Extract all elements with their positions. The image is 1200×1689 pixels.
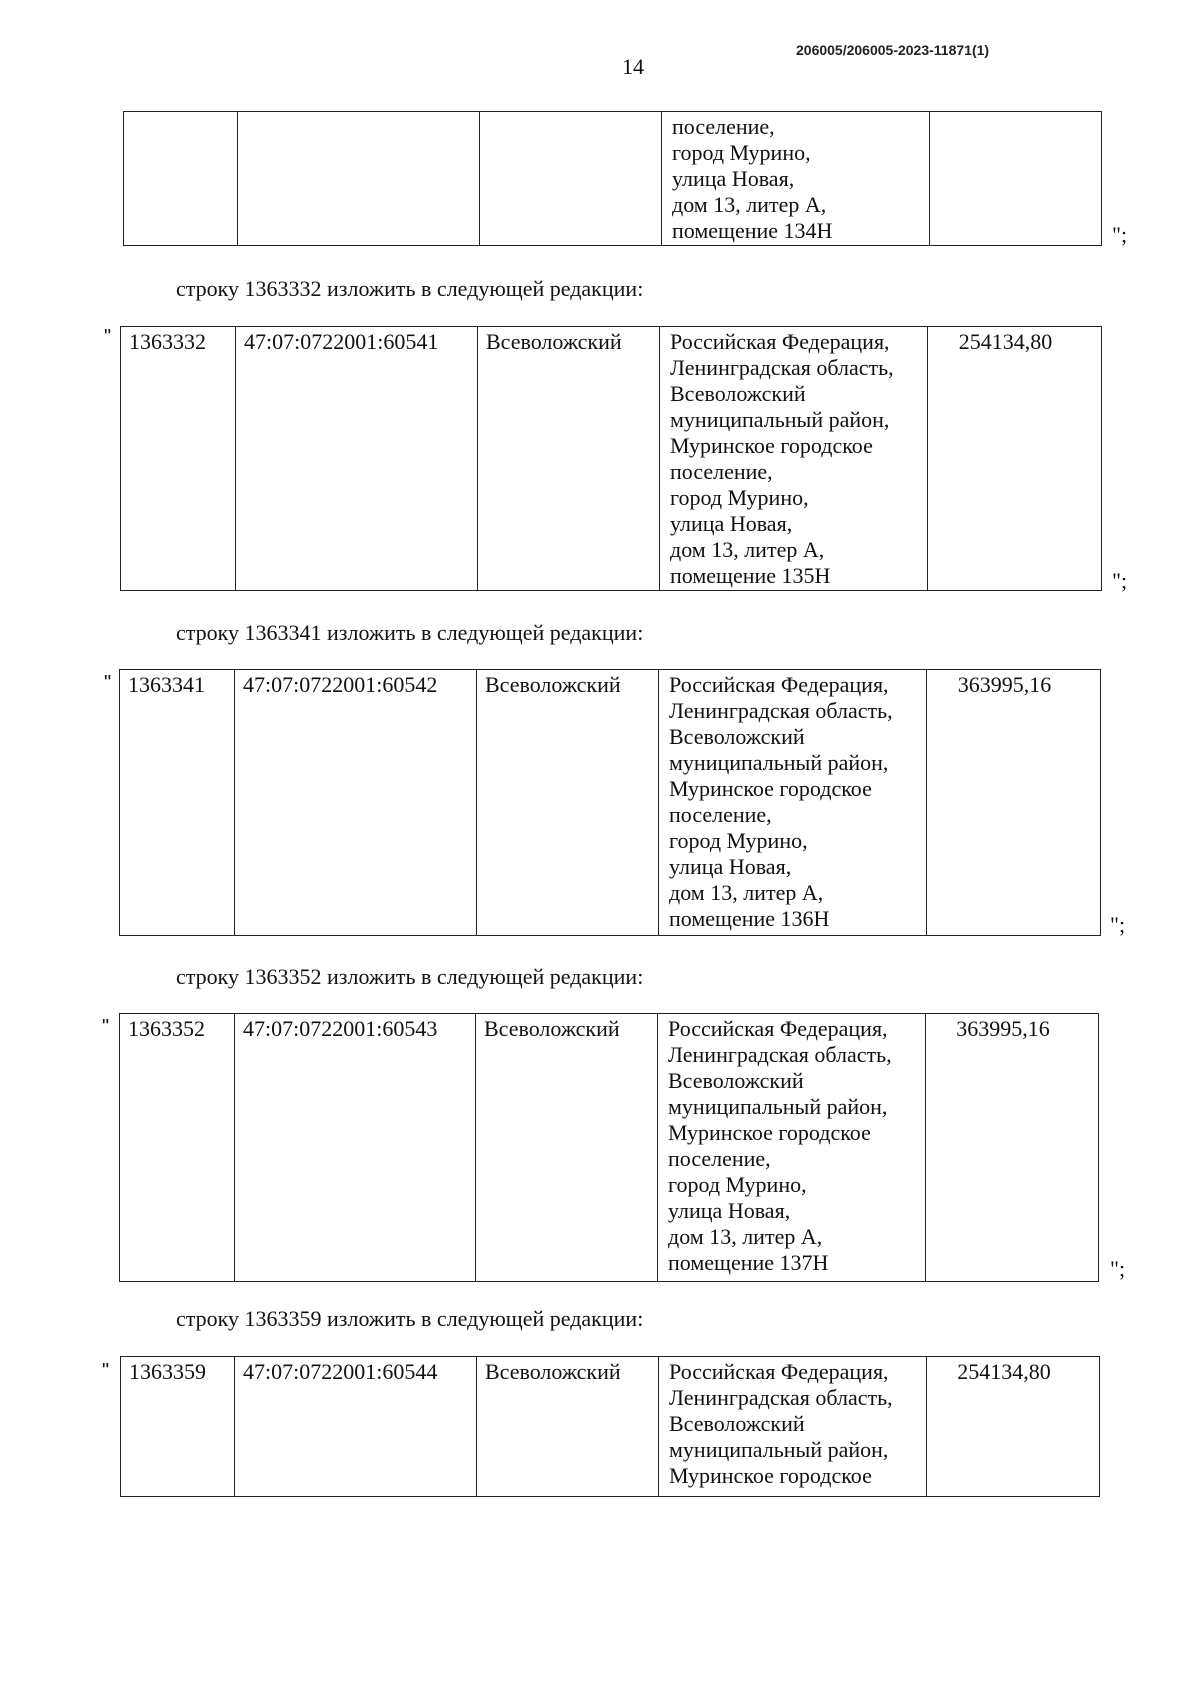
- opening-quote: ": [102, 1360, 110, 1382]
- cadastral-cell: 47:07:0722001:60543: [235, 1014, 476, 1282]
- address-line: поселение,: [669, 802, 772, 827]
- address-line: город Мурино,: [668, 1172, 807, 1197]
- district-cell: [480, 112, 662, 246]
- address-line: помещение 137Н: [668, 1250, 829, 1275]
- address-line: муниципальный район,: [668, 1094, 888, 1119]
- address-line: помещение 134Н: [672, 218, 833, 243]
- address-line: город Мурино,: [670, 485, 809, 510]
- address-line: Российская Федерация,: [669, 1359, 889, 1384]
- address-cell: [658, 1014, 926, 1282]
- address-line: город Мурино,: [669, 828, 808, 853]
- address-line: улица Новая,: [672, 166, 795, 191]
- value-cell: 363995,16: [927, 670, 1101, 936]
- address-line: улица Новая,: [670, 511, 793, 536]
- address-line: город Мурино,: [672, 140, 811, 165]
- address-line: помещение 135Н: [670, 563, 831, 588]
- cadastral-cell: 47:07:0722001:60544: [235, 1357, 477, 1497]
- address-line: помещение 136Н: [669, 906, 830, 931]
- instruction-text: строку 1363341 изложить в следующей редакции:: [176, 620, 644, 645]
- address-line: Муринское городское: [670, 433, 873, 458]
- address-line: муниципальный район,: [669, 1437, 889, 1462]
- address-line: поселение,: [668, 1146, 771, 1171]
- opening-quote: ": [104, 326, 112, 348]
- number-cell: [124, 112, 238, 246]
- address-line: Российская Федерация,: [669, 672, 889, 697]
- address-line: Муринское городское: [669, 1463, 872, 1488]
- cadastral-cell: 47:07:0722001:60541: [236, 327, 478, 591]
- table-row: [120, 1014, 1099, 1282]
- address-cell: [662, 112, 930, 246]
- page-number: 14: [622, 54, 644, 79]
- address-line: поселение,: [672, 114, 775, 139]
- closing-quote: ";: [1110, 912, 1126, 937]
- address-line: дом 13, литер А,: [672, 192, 827, 217]
- address-line: Всеволожский: [669, 724, 805, 749]
- value-cell: 363995,16: [926, 1014, 1099, 1282]
- table-row: [121, 1357, 1100, 1497]
- address-line: дом 13, литер А,: [669, 880, 824, 905]
- address-line: Ленинградская область,: [670, 355, 894, 380]
- district-cell: Всеволожский: [477, 670, 659, 936]
- address-line: дом 13, литер А,: [668, 1224, 823, 1249]
- address-line: муниципальный район,: [670, 407, 890, 432]
- address-line: дом 13, литер А,: [670, 537, 825, 562]
- district-cell: Всеволожский: [477, 1357, 659, 1497]
- cadastral-cell: 47:07:0722001:60542: [235, 670, 477, 936]
- table-row: [120, 670, 1101, 936]
- entry-table: [119, 669, 1101, 936]
- address-cell: [659, 670, 927, 936]
- address-line: муниципальный район,: [669, 750, 889, 775]
- cadastral-cell: [238, 112, 480, 246]
- address-cell: [660, 327, 928, 591]
- entry-table: [120, 1356, 1100, 1497]
- address-line: поселение,: [670, 459, 773, 484]
- value-cell: 254134,80: [928, 327, 1102, 591]
- address-line: улица Новая,: [668, 1198, 791, 1223]
- value-cell: 254134,80: [927, 1357, 1100, 1497]
- address-line: Муринское городское: [668, 1120, 871, 1145]
- address-line: Ленинградская область,: [669, 1385, 893, 1410]
- closing-quote: ";: [1112, 222, 1128, 247]
- value-cell: [930, 112, 1102, 246]
- address-line: Всеволожский: [668, 1068, 804, 1093]
- address-line: Муринское городское: [669, 776, 872, 801]
- address-line: Всеволожский: [670, 381, 806, 406]
- table-row: [124, 112, 1102, 246]
- address-line: улица Новая,: [669, 854, 792, 879]
- instruction-text: строку 1363332 изложить в следующей редакции:: [176, 276, 644, 301]
- table-row: [121, 327, 1102, 591]
- opening-quote: ": [104, 672, 112, 694]
- opening-quote: ": [102, 1016, 110, 1038]
- address-line: Российская Федерация,: [668, 1016, 888, 1041]
- address-line: Российская Федерация,: [670, 329, 890, 354]
- number-cell: 1363341: [120, 670, 235, 936]
- document-id: 206005/206005-2023-11871(1): [796, 42, 990, 58]
- continued-table: [123, 111, 1102, 246]
- address-line: Всеволожский: [669, 1411, 805, 1436]
- entry-table: [120, 326, 1102, 591]
- instruction-text: строку 1363359 изложить в следующей редакции:: [176, 1306, 644, 1331]
- address-cell: [659, 1357, 927, 1497]
- number-cell: 1363352: [120, 1014, 235, 1282]
- district-cell: Всеволожский: [476, 1014, 658, 1282]
- district-cell: Всеволожский: [478, 327, 660, 591]
- closing-quote: ";: [1110, 1256, 1126, 1281]
- entry-table: [119, 1013, 1099, 1282]
- number-cell: 1363359: [121, 1357, 235, 1497]
- address-line: Ленинградская область,: [668, 1042, 892, 1067]
- address-line: Ленинградская область,: [669, 698, 893, 723]
- instruction-text: строку 1363352 изложить в следующей редакции:: [176, 964, 644, 989]
- closing-quote: ";: [1112, 568, 1128, 593]
- number-cell: 1363332: [121, 327, 236, 591]
